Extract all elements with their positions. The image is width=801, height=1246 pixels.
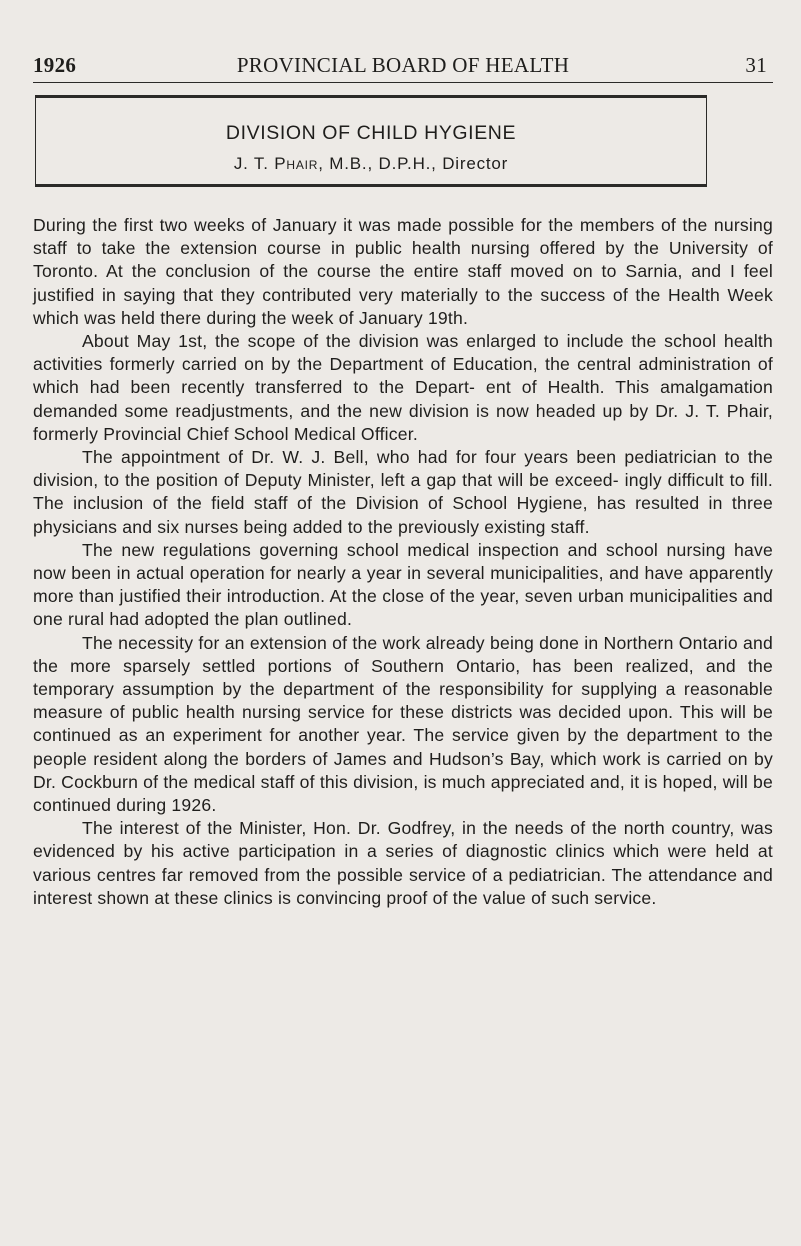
paragraph: The appointment of Dr. W. J. Bell, who had for four years been pediatrician to the division, to the position of Deputy Minister, left a gap that will be exceed- ingly difficult to fill. The inclusion of the field staff of the Division of School Hygiene, has resulted in three physicians and six nurses being added to the previously existing staff. xyxy=(33,447,773,537)
header-year: 1926 xyxy=(33,53,77,77)
director-line xyxy=(36,153,706,175)
paragraph: The new regulations governing school medical inspection and school nursing have now been in actual operation for nearly a year in several municipalities, and have apparently more than justified their introduction. At the close of the year, seven urban municipalities and one rural had adopted the plan outlined. xyxy=(33,539,773,630)
running-header xyxy=(33,52,773,83)
article-body xyxy=(33,214,773,910)
director-name: J. T. Phair xyxy=(233,154,319,173)
director-credentials: , M.B., D.P.H., Director xyxy=(318,154,509,173)
section-title-box xyxy=(35,95,707,187)
paragraph: During the first two weeks of January it was made possible for the members of the nursing staff to take the extension course in public health nursing offered by the University of Toronto. At the conclusion of the course the entire staff moved on to Sarnia, and I feel justified in saying that they contributed very materially to the success of the Health Week which was held there during the week of January 19th. xyxy=(33,215,773,328)
paragraph: About May 1st, the scope of the division was enlarged to include the school health activities formerly carried on by the Department of Education, the central administration of which had been recently transferred to the Depart- ent of Health. This amalgamation demanded some readjustments, and the new division is now headed up by Dr. J. T. Phair, formerly Provincial Chief School Medical Officer. xyxy=(33,331,773,444)
paragraph: The necessity for an extension of the work already being done in Northern Ontario and the more sparsely settled portions of Southern Ontario, has been realized, and the temporary assumption by the department of the responsibility for supplying a reasonable measure of public health nursing service for these districts was decided upon. This will be continued as an experiment for another year. The service given by the department to the people resident along the borders of James and Hudson’s Bay, which work is carried on by Dr. Cockburn of the medical staff of this division, is much appreciated and, it is hoped, will be continued during 1926. xyxy=(33,632,773,816)
paragraph: The interest of the Minister, Hon. Dr. Godfrey, in the needs of the north country, was evidenced by his active participation in a series of diagnostic clinics which were held at various centres far removed from the possible service of a pediatrician. The attendance and interest shown at these clinics is convincing proof of the value of such service. xyxy=(33,818,773,908)
page-number: 31 xyxy=(745,53,767,77)
header-title: PROVINCIAL BOARD OF HEALTH xyxy=(236,53,570,77)
section-title: DIVISION OF CHILD HYGIENE xyxy=(225,122,517,144)
